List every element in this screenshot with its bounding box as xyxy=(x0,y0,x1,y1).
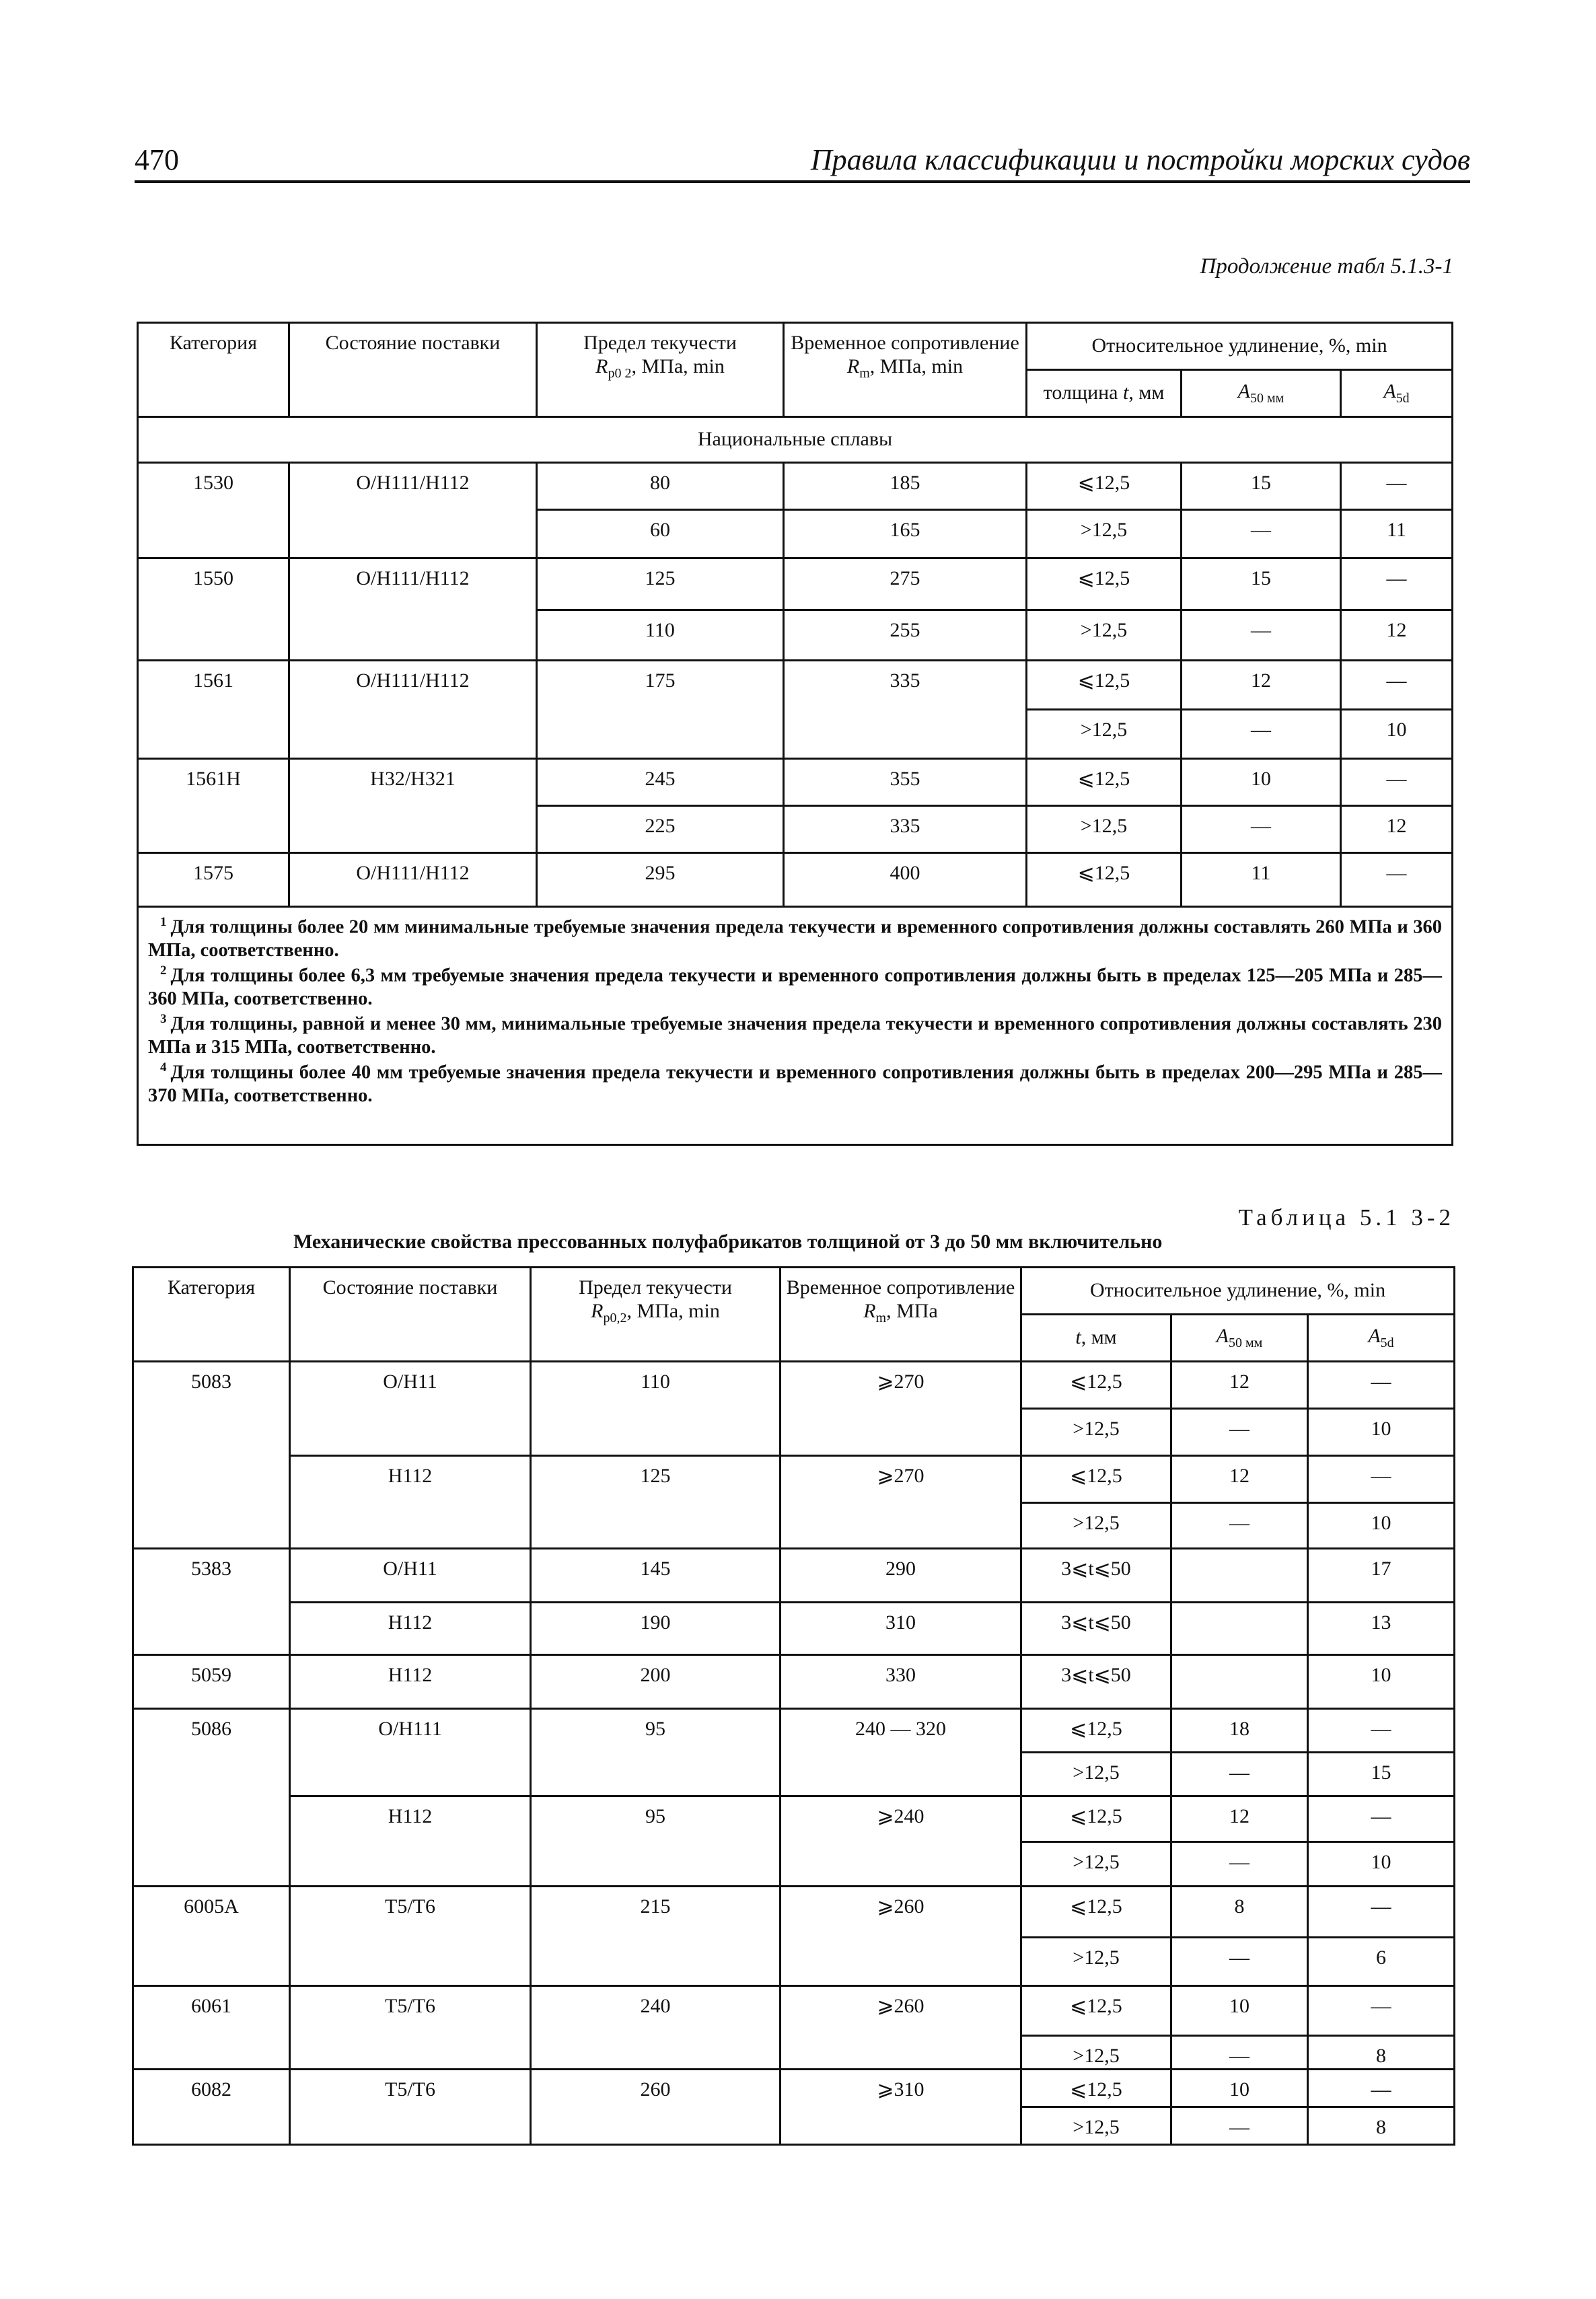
cell-tensile: 290 xyxy=(781,1549,1021,1603)
cell-tensile: 165 xyxy=(784,510,1027,558)
footnote-text: Для толщины более 40 мм требуемые значения предела текучести и временного сопротивления должны быть в пределах 200—295 МПа и 285—370 МПа, соответственно. xyxy=(148,1062,1443,1107)
cell-delivery: H112 xyxy=(290,1603,531,1655)
header-yield-units: , МПа, min xyxy=(626,1299,720,1322)
cell-category: 5383 xyxy=(133,1549,290,1655)
cell-a50: 12 xyxy=(1171,1796,1308,1842)
cell-thickness: 3⩽t⩽50 xyxy=(1021,1603,1171,1655)
cell-a5d: 11 xyxy=(1341,510,1453,558)
cell-a5d: 8 xyxy=(1308,2036,1455,2070)
header-yield-text: Предел текучести xyxy=(579,1276,732,1299)
cell-yield: 240 xyxy=(531,1986,781,2070)
cell-yield: 215 xyxy=(531,1887,781,1986)
cell-thickness: ⩽12,5 xyxy=(1027,661,1182,710)
cell-a50 xyxy=(1171,1603,1308,1655)
cell-category: 5083 xyxy=(133,1362,290,1549)
table-footnotes xyxy=(138,907,1453,1145)
cell-a50: 10 xyxy=(1171,2070,1308,2107)
header-thickness-units: , мм xyxy=(1081,1326,1117,1349)
header-tensile-symbol: R xyxy=(846,355,860,377)
cell-tensile: ⩾240 xyxy=(781,1796,1021,1887)
cell-yield: 200 xyxy=(531,1655,781,1709)
table-number: Таблица 5.1 3-2 xyxy=(1238,1204,1455,1231)
cell-yield: 95 xyxy=(531,1796,781,1887)
cell-tensile: 255 xyxy=(784,610,1027,661)
cell-thickness: >12,5 xyxy=(1027,710,1182,759)
cell-tensile: ⩾310 xyxy=(781,2070,1021,2145)
table-5-1-3-1 xyxy=(137,322,1453,1146)
cell-tensile: 355 xyxy=(784,759,1027,806)
cell-a5d: — xyxy=(1341,661,1453,710)
cell-a5d: 15 xyxy=(1308,1753,1455,1796)
cell-a5d: 10 xyxy=(1308,1842,1455,1887)
cell-thickness: ⩽12,5 xyxy=(1027,463,1182,510)
header-yield xyxy=(531,1268,781,1362)
footnote-mark: 3 xyxy=(160,1012,167,1027)
header-thickness xyxy=(1021,1315,1171,1362)
cell-tensile: ⩾260 xyxy=(781,1986,1021,2070)
header-a50 xyxy=(1182,370,1341,417)
cell-yield: 95 xyxy=(531,1709,781,1796)
table-row xyxy=(133,1655,1455,1709)
table-continuation-label: Продолжение табл 5.1.3-1 xyxy=(1200,254,1453,279)
cell-category: 1530 xyxy=(138,463,289,558)
cell-delivery: H32/H321 xyxy=(289,759,537,853)
header-a50 xyxy=(1171,1315,1308,1362)
cell-thickness: >12,5 xyxy=(1021,2107,1171,2145)
header-a50-symbol: A xyxy=(1216,1325,1229,1347)
cell-a50: — xyxy=(1182,510,1341,558)
cell-a50: 12 xyxy=(1171,1456,1308,1503)
cell-a50: 11 xyxy=(1182,853,1341,907)
cell-a5d: 10 xyxy=(1341,710,1453,759)
cell-a5d: — xyxy=(1308,1709,1455,1753)
cell-a50 xyxy=(1171,1655,1308,1709)
cell-tensile: ⩾260 xyxy=(781,1887,1021,1986)
cell-tensile: 240 — 320 xyxy=(781,1709,1021,1796)
footnote-mark: 4 xyxy=(160,1060,167,1075)
header-yield-text: Предел текучести xyxy=(583,332,737,354)
table-caption: Механические свойства прессованных полуфабрикатов толщиной от 3 до 50 мм включительно xyxy=(293,1231,1163,1253)
cell-a5d: — xyxy=(1308,1456,1455,1503)
header-elongation: Относительное удлинение, %, min xyxy=(1021,1268,1455,1315)
cell-a50: 12 xyxy=(1171,1362,1308,1409)
footnote-text: Для толщины более 20 мм минимальные требуемые значения предела текучести и временного сопротивления должны составлять 260 МПа и 360 МПа, соответственно. xyxy=(148,916,1443,961)
table-row xyxy=(133,1709,1455,1753)
cell-delivery: H112 xyxy=(290,1456,531,1549)
cell-yield: 295 xyxy=(537,853,784,907)
cell-tensile: ⩾270 xyxy=(781,1362,1021,1456)
table-row xyxy=(133,1549,1455,1603)
header-yield xyxy=(537,323,784,417)
cell-thickness: 3⩽t⩽50 xyxy=(1021,1655,1171,1709)
header-a5d-subscript: 5d xyxy=(1395,391,1410,406)
table-row xyxy=(138,853,1453,907)
cell-thickness: 3⩽t⩽50 xyxy=(1021,1549,1171,1603)
cell-delivery: O/H111 xyxy=(290,1709,531,1796)
cell-a5d: — xyxy=(1308,1796,1455,1842)
cell-a5d: 17 xyxy=(1308,1549,1455,1603)
cell-thickness: ⩽12,5 xyxy=(1021,1986,1171,2036)
footnote-2 xyxy=(148,963,1442,1011)
cell-yield: 125 xyxy=(537,558,784,610)
page-number: 470 xyxy=(135,143,179,176)
header-tensile-text: Временное сопротивление xyxy=(791,332,1019,354)
header-rule xyxy=(135,180,1470,183)
cell-category: 5086 xyxy=(133,1709,290,1887)
header-tensile xyxy=(784,323,1027,417)
header-category: Категория xyxy=(133,1268,290,1362)
cell-a50: — xyxy=(1182,710,1341,759)
header-a5d xyxy=(1341,370,1453,417)
footnote-1 xyxy=(148,914,1442,963)
table-row xyxy=(133,2070,1455,2107)
cell-a5d: 8 xyxy=(1308,2107,1455,2145)
header-yield-symbol: R xyxy=(591,1299,604,1322)
footnote-3 xyxy=(148,1011,1442,1060)
cell-a50: 10 xyxy=(1171,1986,1308,2036)
header-thickness xyxy=(1027,370,1182,417)
header-category: Категория xyxy=(138,323,289,417)
cell-a5d: — xyxy=(1308,1986,1455,2036)
cell-category: 1561H xyxy=(138,759,289,853)
cell-yield: 225 xyxy=(537,806,784,853)
cell-yield: 110 xyxy=(531,1362,781,1456)
header-yield-units: , МПа, min xyxy=(631,355,725,377)
cell-delivery: O/H11 xyxy=(290,1362,531,1456)
cell-thickness: >12,5 xyxy=(1027,806,1182,853)
cell-a50: 18 xyxy=(1171,1709,1308,1753)
header-thickness-symbol: t xyxy=(1123,381,1129,404)
header-a50-subscript: 50 мм xyxy=(1250,391,1284,406)
cell-a5d: 12 xyxy=(1341,806,1453,853)
header-tensile xyxy=(781,1268,1021,1362)
header-tensile-text: Временное сопротивление xyxy=(786,1276,1015,1299)
cell-yield: 60 xyxy=(537,510,784,558)
cell-a50 xyxy=(1171,1549,1308,1603)
cell-a50: — xyxy=(1171,2036,1308,2070)
cell-thickness: >12,5 xyxy=(1021,1503,1171,1549)
cell-tensile: 400 xyxy=(784,853,1027,907)
header-delivery: Состояние поставки xyxy=(289,323,537,417)
cell-a5d: 12 xyxy=(1341,610,1453,661)
footnote-mark: 2 xyxy=(160,963,167,978)
cell-tensile: 310 xyxy=(781,1603,1021,1655)
cell-tensile: 330 xyxy=(781,1655,1021,1709)
table-row xyxy=(138,463,1453,510)
cell-thickness: >12,5 xyxy=(1027,510,1182,558)
cell-a50: — xyxy=(1171,1753,1308,1796)
cell-yield: 245 xyxy=(537,759,784,806)
cell-category: 5059 xyxy=(133,1655,290,1709)
header-tensile-subscript: m xyxy=(859,365,870,381)
header-a5d xyxy=(1308,1315,1455,1362)
table-row xyxy=(133,1456,1455,1503)
cell-thickness: >12,5 xyxy=(1021,1938,1171,1986)
cell-delivery: H112 xyxy=(290,1655,531,1709)
cell-a5d: 6 xyxy=(1308,1938,1455,1986)
cell-thickness: >12,5 xyxy=(1021,1842,1171,1887)
table-row xyxy=(133,1796,1455,1842)
cell-a50: — xyxy=(1182,610,1341,661)
cell-category: 6061 xyxy=(133,1986,290,2070)
table-row xyxy=(133,1986,1455,2036)
cell-category: 1550 xyxy=(138,558,289,661)
cell-a5d: — xyxy=(1341,463,1453,510)
cell-a50: — xyxy=(1182,806,1341,853)
cell-tensile: 335 xyxy=(784,806,1027,853)
footnote-text: Для толщины более 6,3 мм требуемые значения предела текучести и временного сопротивления должны быть в пределах 125—205 МПа и 285—360 МПа, соответственно. xyxy=(148,965,1443,1010)
cell-yield: 190 xyxy=(531,1603,781,1655)
header-thickness-units: , мм xyxy=(1128,381,1165,404)
cell-thickness: ⩽12,5 xyxy=(1027,853,1182,907)
cell-a50: — xyxy=(1171,2107,1308,2145)
footnote-text: Для толщины, равной и менее 30 мм, минимальные требуемые значения предела текучести и временного сопротивления должны составлять 230 МПа и 315 МПа, соответственно. xyxy=(148,1013,1443,1058)
cell-a5d: 10 xyxy=(1308,1655,1455,1709)
header-yield-subscript: p0,2 xyxy=(603,1310,627,1325)
cell-yield: 145 xyxy=(531,1549,781,1603)
header-yield-symbol: R xyxy=(595,355,608,377)
table-row xyxy=(138,661,1453,710)
cell-delivery: T5/T6 xyxy=(290,1986,531,2070)
header-tensile-units: , МПа, min xyxy=(869,355,964,377)
cell-a50: 10 xyxy=(1182,759,1341,806)
cell-tensile: 185 xyxy=(784,463,1027,510)
cell-a50: 15 xyxy=(1182,558,1341,610)
cell-thickness: ⩽12,5 xyxy=(1027,558,1182,610)
header-a5d-subscript: 5d xyxy=(1380,1336,1394,1350)
cell-delivery: O/H111/H112 xyxy=(289,558,537,661)
cell-a50: 12 xyxy=(1182,661,1341,710)
table-5-1-3-2 xyxy=(132,1266,1455,2146)
cell-a50: — xyxy=(1171,1938,1308,1986)
cell-thickness: ⩽12,5 xyxy=(1021,1709,1171,1753)
cell-a50: — xyxy=(1171,1409,1308,1456)
header-delivery: Состояние поставки xyxy=(290,1268,531,1362)
table-row xyxy=(133,1887,1455,1938)
cell-a50: 15 xyxy=(1182,463,1341,510)
cell-delivery: T5/T6 xyxy=(290,2070,531,2145)
table-row xyxy=(133,1603,1455,1655)
cell-thickness: ⩽12,5 xyxy=(1021,1456,1171,1503)
header-yield-subscript: p0 2 xyxy=(608,365,632,381)
header-a5d-symbol: A xyxy=(1368,1325,1381,1347)
cell-category: 6005A xyxy=(133,1887,290,1986)
cell-category: 1561 xyxy=(138,661,289,759)
cell-category: 1575 xyxy=(138,853,289,907)
cell-delivery: O/H111/H112 xyxy=(289,853,537,907)
cell-tensile: 275 xyxy=(784,558,1027,610)
header-a5d-symbol: A xyxy=(1383,380,1396,402)
cell-thickness: ⩽12,5 xyxy=(1021,1362,1171,1409)
header-tensile-symbol: R xyxy=(863,1299,876,1322)
cell-a5d: — xyxy=(1308,1887,1455,1938)
cell-thickness: ⩽12,5 xyxy=(1021,1887,1171,1938)
footnote-mark: 1 xyxy=(160,915,167,929)
cell-thickness: ⩽12,5 xyxy=(1027,759,1182,806)
cell-tensile: 335 xyxy=(784,661,1027,759)
header-elongation: Относительное удлинение, %, min xyxy=(1027,323,1453,370)
cell-a5d: 13 xyxy=(1308,1603,1455,1655)
cell-yield: 125 xyxy=(531,1456,781,1549)
cell-delivery: O/H11 xyxy=(290,1549,531,1603)
running-title: Правила классификации и постройки морских судов xyxy=(810,143,1470,176)
cell-a5d: — xyxy=(1341,759,1453,806)
cell-a50: — xyxy=(1171,1842,1308,1887)
header-thickness-symbol: t xyxy=(1075,1326,1081,1349)
footnote-4 xyxy=(148,1060,1442,1108)
cell-thickness: >12,5 xyxy=(1021,1753,1171,1796)
cell-delivery: H112 xyxy=(290,1796,531,1887)
cell-a5d: — xyxy=(1308,1362,1455,1409)
cell-a5d: 10 xyxy=(1308,1409,1455,1456)
cell-a50: — xyxy=(1171,1503,1308,1549)
cell-delivery: T5/T6 xyxy=(290,1887,531,1986)
cell-a5d: — xyxy=(1308,2070,1455,2107)
cell-yield: 260 xyxy=(531,2070,781,2145)
table-row xyxy=(138,558,1453,610)
cell-delivery: O/H111/H112 xyxy=(289,661,537,759)
header-tensile-subscript: m xyxy=(875,1310,887,1325)
cell-thickness: >12,5 xyxy=(1021,1409,1171,1456)
cell-a5d: — xyxy=(1341,558,1453,610)
header-tensile-units: , МПа xyxy=(886,1299,938,1322)
cell-yield: 110 xyxy=(537,610,784,661)
cell-tensile: ⩾270 xyxy=(781,1456,1021,1549)
cell-thickness: ⩽12,5 xyxy=(1021,1796,1171,1842)
cell-thickness: >12,5 xyxy=(1027,610,1182,661)
header-a50-symbol: A xyxy=(1237,380,1250,402)
cell-thickness: >12,5 xyxy=(1021,2036,1171,2070)
cell-a50: 8 xyxy=(1171,1887,1308,1938)
cell-thickness: ⩽12,5 xyxy=(1021,2070,1171,2107)
header-a50-subscript: 50 мм xyxy=(1229,1336,1263,1350)
cell-category: 6082 xyxy=(133,2070,290,2145)
table-row xyxy=(138,759,1453,806)
table-row xyxy=(133,1362,1455,1409)
cell-a5d: 10 xyxy=(1308,1503,1455,1549)
cell-delivery: O/H111/H112 xyxy=(289,463,537,558)
cell-yield: 80 xyxy=(537,463,784,510)
section-national-alloys: Национальные сплавы xyxy=(138,417,1453,463)
cell-yield: 175 xyxy=(537,661,784,759)
cell-a5d: — xyxy=(1341,853,1453,907)
header-thickness-label: толщина xyxy=(1043,381,1123,404)
